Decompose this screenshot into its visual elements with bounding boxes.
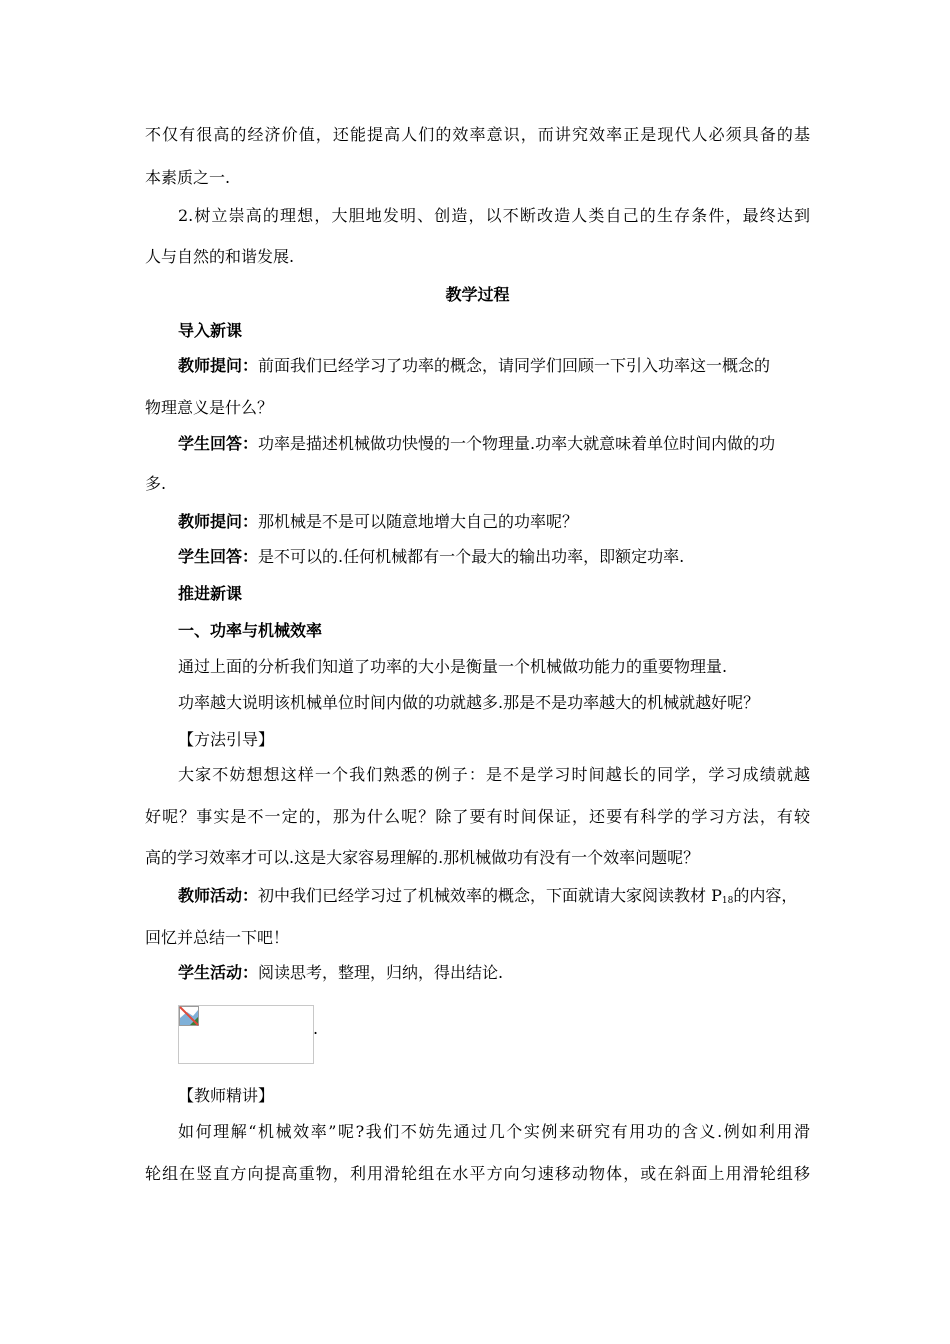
activity-text: 初中我们已经学习过了机械效率的概念，下面就请大家阅读教材 P — [258, 886, 722, 905]
answer-text: 是不可以的.任何机械都有一个最大的输出功率，即额定功率. — [258, 547, 685, 566]
paragraph-line: 好呢？事实是不一定的，那为什么呢？除了要有时间保证，还要有科学的学习方法，有较 — [145, 807, 810, 826]
trailing-period: . — [313, 1019, 319, 1038]
paragraph-line: 不仅有很高的经济价值，还能提高人们的效率意识，而讲究效率正是现代人必须具备的基 — [145, 125, 810, 144]
paragraph-line: 功率越大说明该机械单位时间内做的功就越多.那是不是功率越大的机械就越好呢？ — [178, 693, 760, 712]
paragraph-line: 人与自然的和谐发展. — [145, 247, 295, 266]
answer-text: 功率是描述机械做功快慢的一个物理量.功率大就意味着单位时间内做的功 — [258, 434, 776, 453]
subsection-title: 一、功率与机械效率 — [178, 621, 323, 640]
teacher-question-line — [178, 512, 810, 532]
subheading-new: 推进新课 — [178, 584, 243, 603]
paragraph-line: 轮组在竖直方向提高重物，利用滑轮组在水平方向匀速移动物体，或在斜面上用滑轮组移 — [145, 1164, 810, 1183]
student-answer-line — [178, 547, 810, 567]
activity-text: 阅读思考，整理，归纳，得出结论. — [258, 963, 504, 982]
paragraph-line: 物理意义是什么？ — [145, 398, 274, 417]
speaker-label: 学生活动： — [178, 963, 259, 982]
student-activity-line — [178, 963, 810, 983]
paragraph-line: 本素质之一. — [145, 168, 231, 187]
speaker-label: 教师提问： — [178, 512, 259, 531]
paragraph-line: 通过上面的分析我们知道了功率的大小是衡量一个机械做功能力的重要物理量. — [178, 657, 728, 676]
section-heading: 教学过程 — [445, 285, 510, 304]
paragraph-line: 多. — [145, 474, 167, 493]
method-label: 【方法引导】 — [178, 730, 275, 749]
speaker-label: 教师提问： — [178, 356, 259, 375]
paragraph-line: 大家不妨想想这样一个我们熟悉的例子：是不是学习时间越长的同学，学习成绩就越 — [178, 765, 810, 784]
paragraph-line: 如何理解“机械效率”呢?我们不妨先通过几个实例来研究有用功的含义.例如利用滑 — [178, 1122, 810, 1141]
page-subscript: 18 — [721, 896, 734, 906]
subheading-intro: 导入新课 — [178, 321, 243, 340]
student-answer-line — [178, 434, 810, 454]
teacher-question-line — [178, 356, 810, 376]
question-text: 那机械是不是可以随意地增大自己的功率呢？ — [258, 512, 579, 531]
activity-text-end: 的内容， — [733, 886, 798, 905]
image-placeholder — [178, 1005, 314, 1064]
paragraph-line: 回忆并总结一下吧！ — [145, 928, 290, 947]
question-text: 前面我们已经学习了功率的概念，请同学们回顾一下引入功率这一概念的 — [258, 356, 771, 375]
broken-image-icon — [179, 1006, 199, 1026]
speaker-label: 学生回答： — [178, 547, 259, 566]
teacher-activity-line — [178, 886, 810, 906]
speaker-label: 教师活动： — [178, 886, 259, 905]
teacher-lecture-label: 【教师精讲】 — [178, 1086, 275, 1105]
speaker-label: 学生回答： — [178, 434, 259, 453]
paragraph-line: 高的学习效率才可以.这是大家容易理解的.那机械做功有没有一个效率问题呢？ — [145, 848, 700, 867]
paragraph-line: 2.树立崇高的理想，大胆地发明、创造，以不断改造人类自己的生存条件，最终达到 — [178, 206, 810, 225]
